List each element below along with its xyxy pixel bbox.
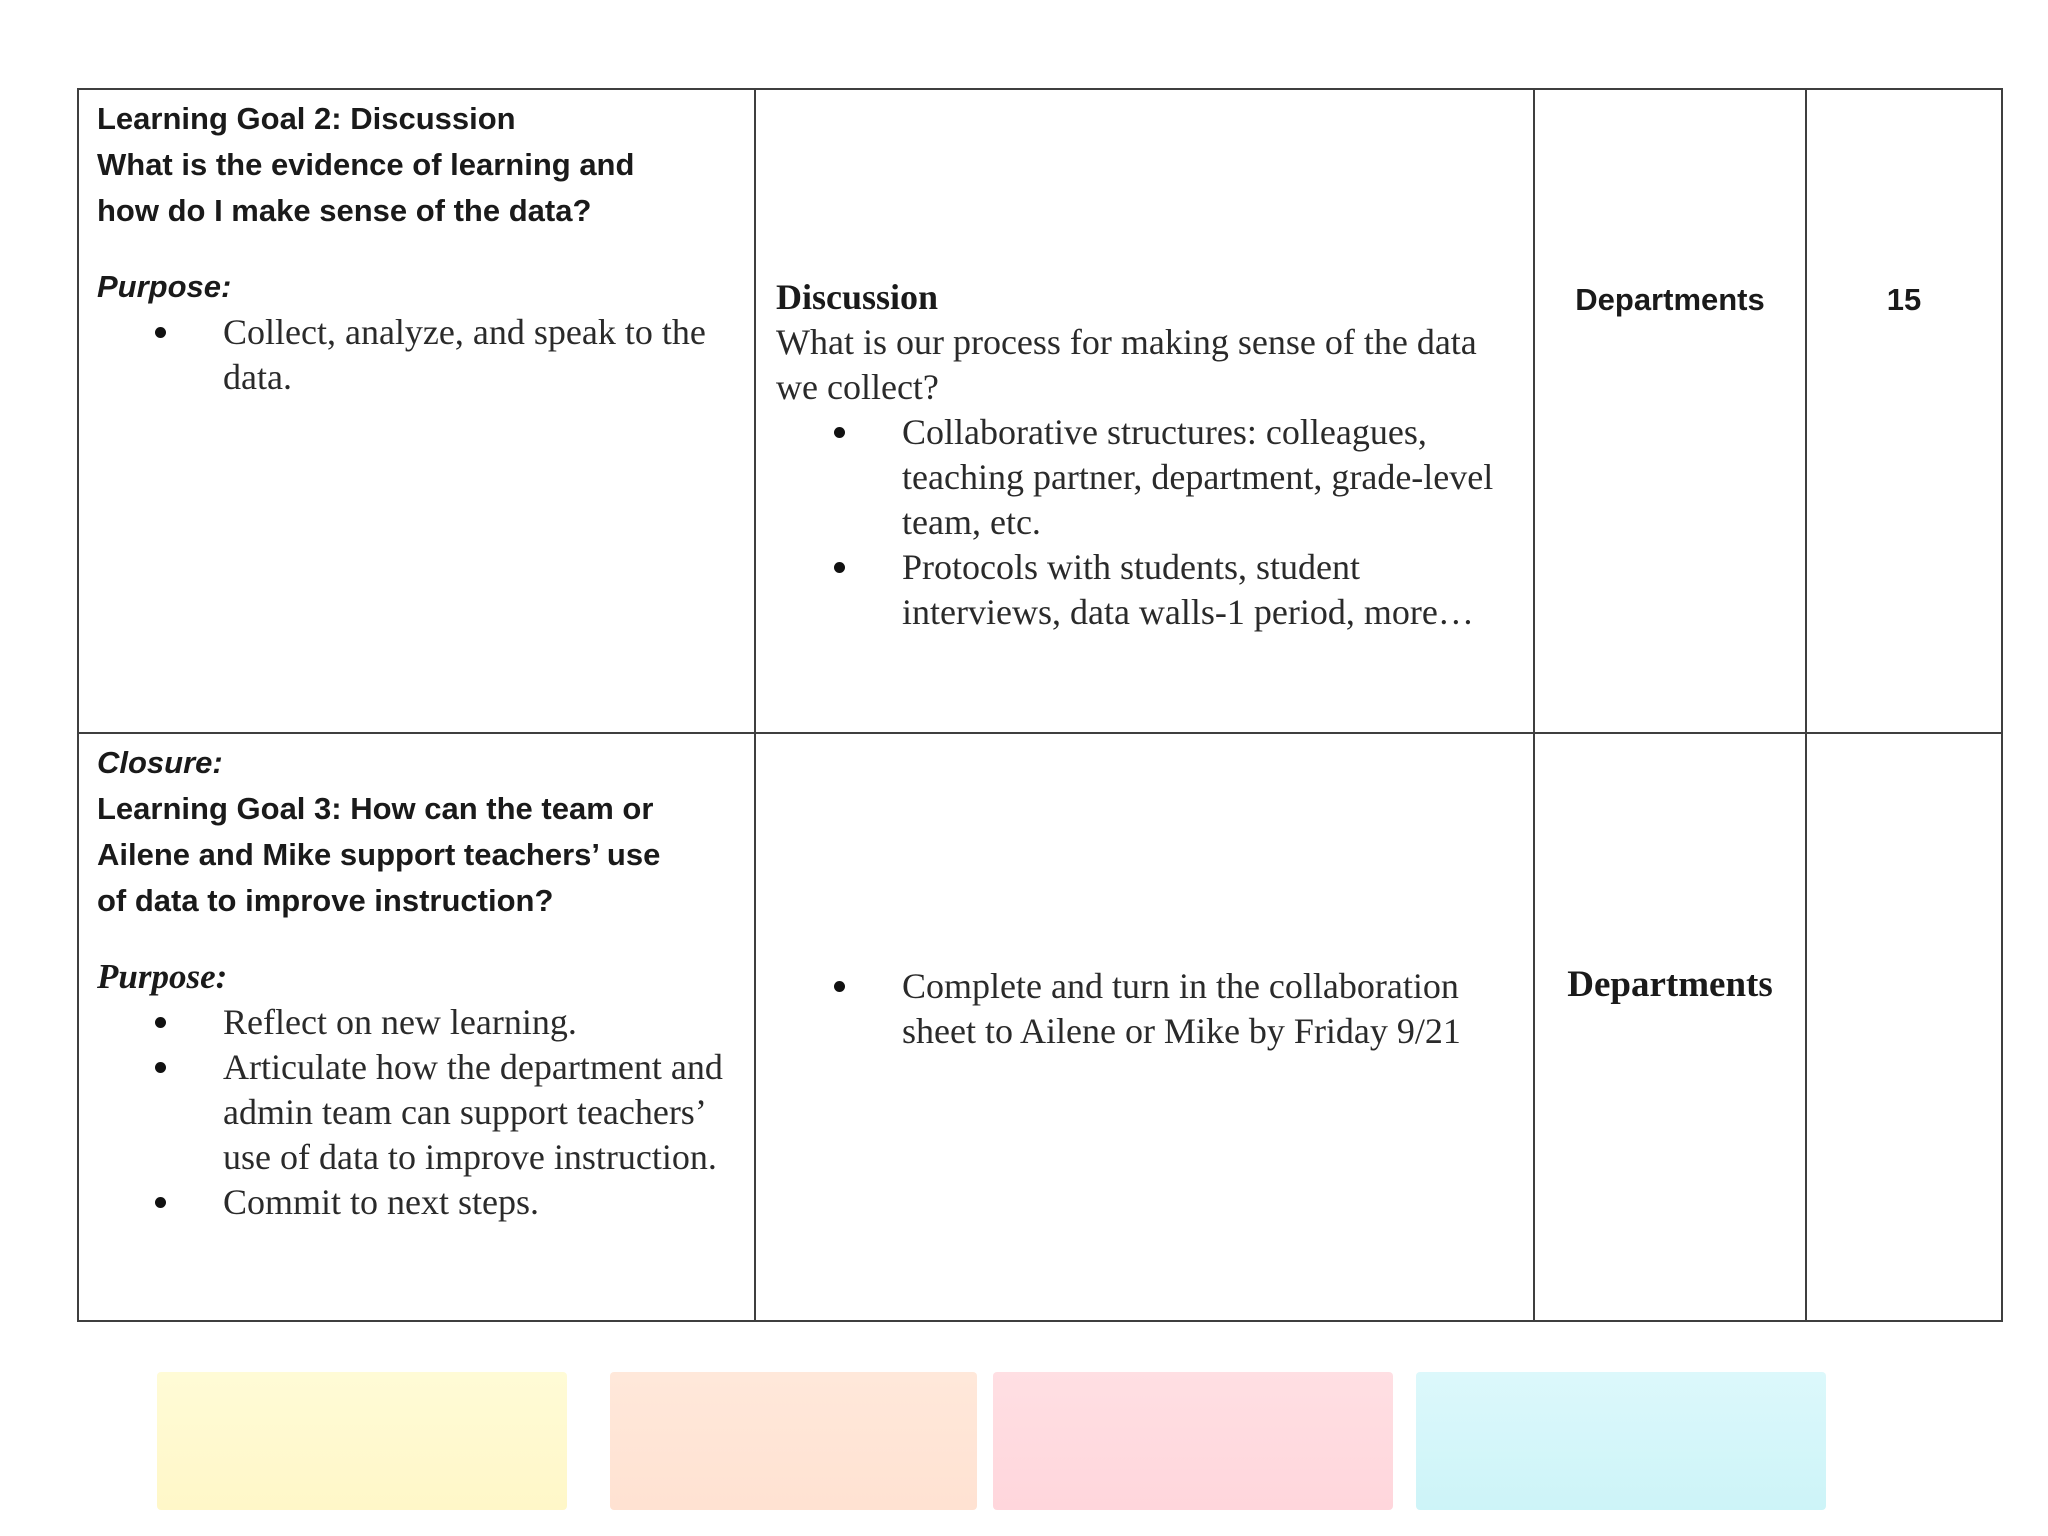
list-item-text: Collect, analyze, and speak to the data. xyxy=(223,312,706,397)
minutes-cell xyxy=(1806,733,2002,1321)
purpose-label: Purpose: xyxy=(97,957,228,996)
minutes-value: 15 xyxy=(1886,282,1922,317)
discussion-question: What is our process for making sense of the data we collect? xyxy=(776,322,1477,407)
bullet-icon xyxy=(155,327,166,338)
list-item-text: Collaborative structures: colleagues, teaching partner, department, grade-level team, etc. xyxy=(902,412,1494,542)
bullet-icon xyxy=(155,1062,166,1073)
bullet-icon xyxy=(834,981,845,992)
bullet-icon xyxy=(834,562,845,573)
goal-cell xyxy=(78,733,755,1321)
activity-cell xyxy=(755,89,1534,733)
purpose-list xyxy=(97,310,740,400)
closure-label: Closure: xyxy=(97,745,223,780)
goal-line: how do I make sense of the data? xyxy=(97,193,592,228)
goal-line: Learning Goal 2: Discussion xyxy=(97,101,516,136)
discussion-list xyxy=(776,410,1515,635)
table-row xyxy=(78,89,2002,733)
goal-title xyxy=(97,786,740,924)
orange-block xyxy=(610,1372,977,1510)
purpose-label: Purpose: xyxy=(97,269,232,304)
list-item-text: Articulate how the department and admin team can support teachers’ use of data to improve instruction. xyxy=(223,1047,723,1177)
list-item xyxy=(776,410,1515,545)
list-item xyxy=(776,964,1515,1054)
who-label: Departments xyxy=(1575,282,1765,317)
list-item xyxy=(97,1180,740,1225)
goal-cell xyxy=(78,89,755,733)
activity-cell xyxy=(755,733,1534,1321)
minutes-cell xyxy=(1806,89,2002,733)
table-row xyxy=(78,733,2002,1321)
bullet-icon xyxy=(155,1017,166,1028)
list-item-text: Protocols with students, student interviews, data walls-1 period, more… xyxy=(902,547,1474,632)
list-item-text: Commit to next steps. xyxy=(223,1182,540,1222)
activity-list xyxy=(776,964,1515,1054)
bullet-icon xyxy=(155,1197,166,1208)
goal-line: of data to improve instruction? xyxy=(97,883,554,918)
agenda-table xyxy=(77,88,2003,1322)
goal-line: What is the evidence of learning and xyxy=(97,147,635,182)
goal-title xyxy=(97,96,740,234)
who-cell xyxy=(1534,89,1806,733)
pink-block xyxy=(993,1372,1393,1510)
list-item xyxy=(97,1000,740,1045)
list-item-text: Reflect on new learning. xyxy=(223,1002,577,1042)
purpose-list xyxy=(97,1000,740,1225)
list-item xyxy=(97,1045,740,1180)
goal-line: Ailene and Mike support teachers’ use xyxy=(97,837,661,872)
minutes-value xyxy=(1807,734,2001,921)
list-item xyxy=(776,545,1515,635)
discussion-title: Discussion xyxy=(776,277,939,317)
bullet-icon xyxy=(834,427,845,438)
cyan-block xyxy=(1416,1372,1826,1510)
who-label: Departments xyxy=(1567,964,1773,1005)
list-item-text: Complete and turn in the collaboration sheet to Ailene or Mike by Friday 9/21 xyxy=(902,966,1461,1051)
decorative-blocks xyxy=(0,1372,2048,1536)
list-item xyxy=(97,310,740,400)
goal-line: Learning Goal 3: How can the team or xyxy=(97,791,654,826)
yellow-block xyxy=(157,1372,567,1510)
who-cell xyxy=(1534,733,1806,1321)
